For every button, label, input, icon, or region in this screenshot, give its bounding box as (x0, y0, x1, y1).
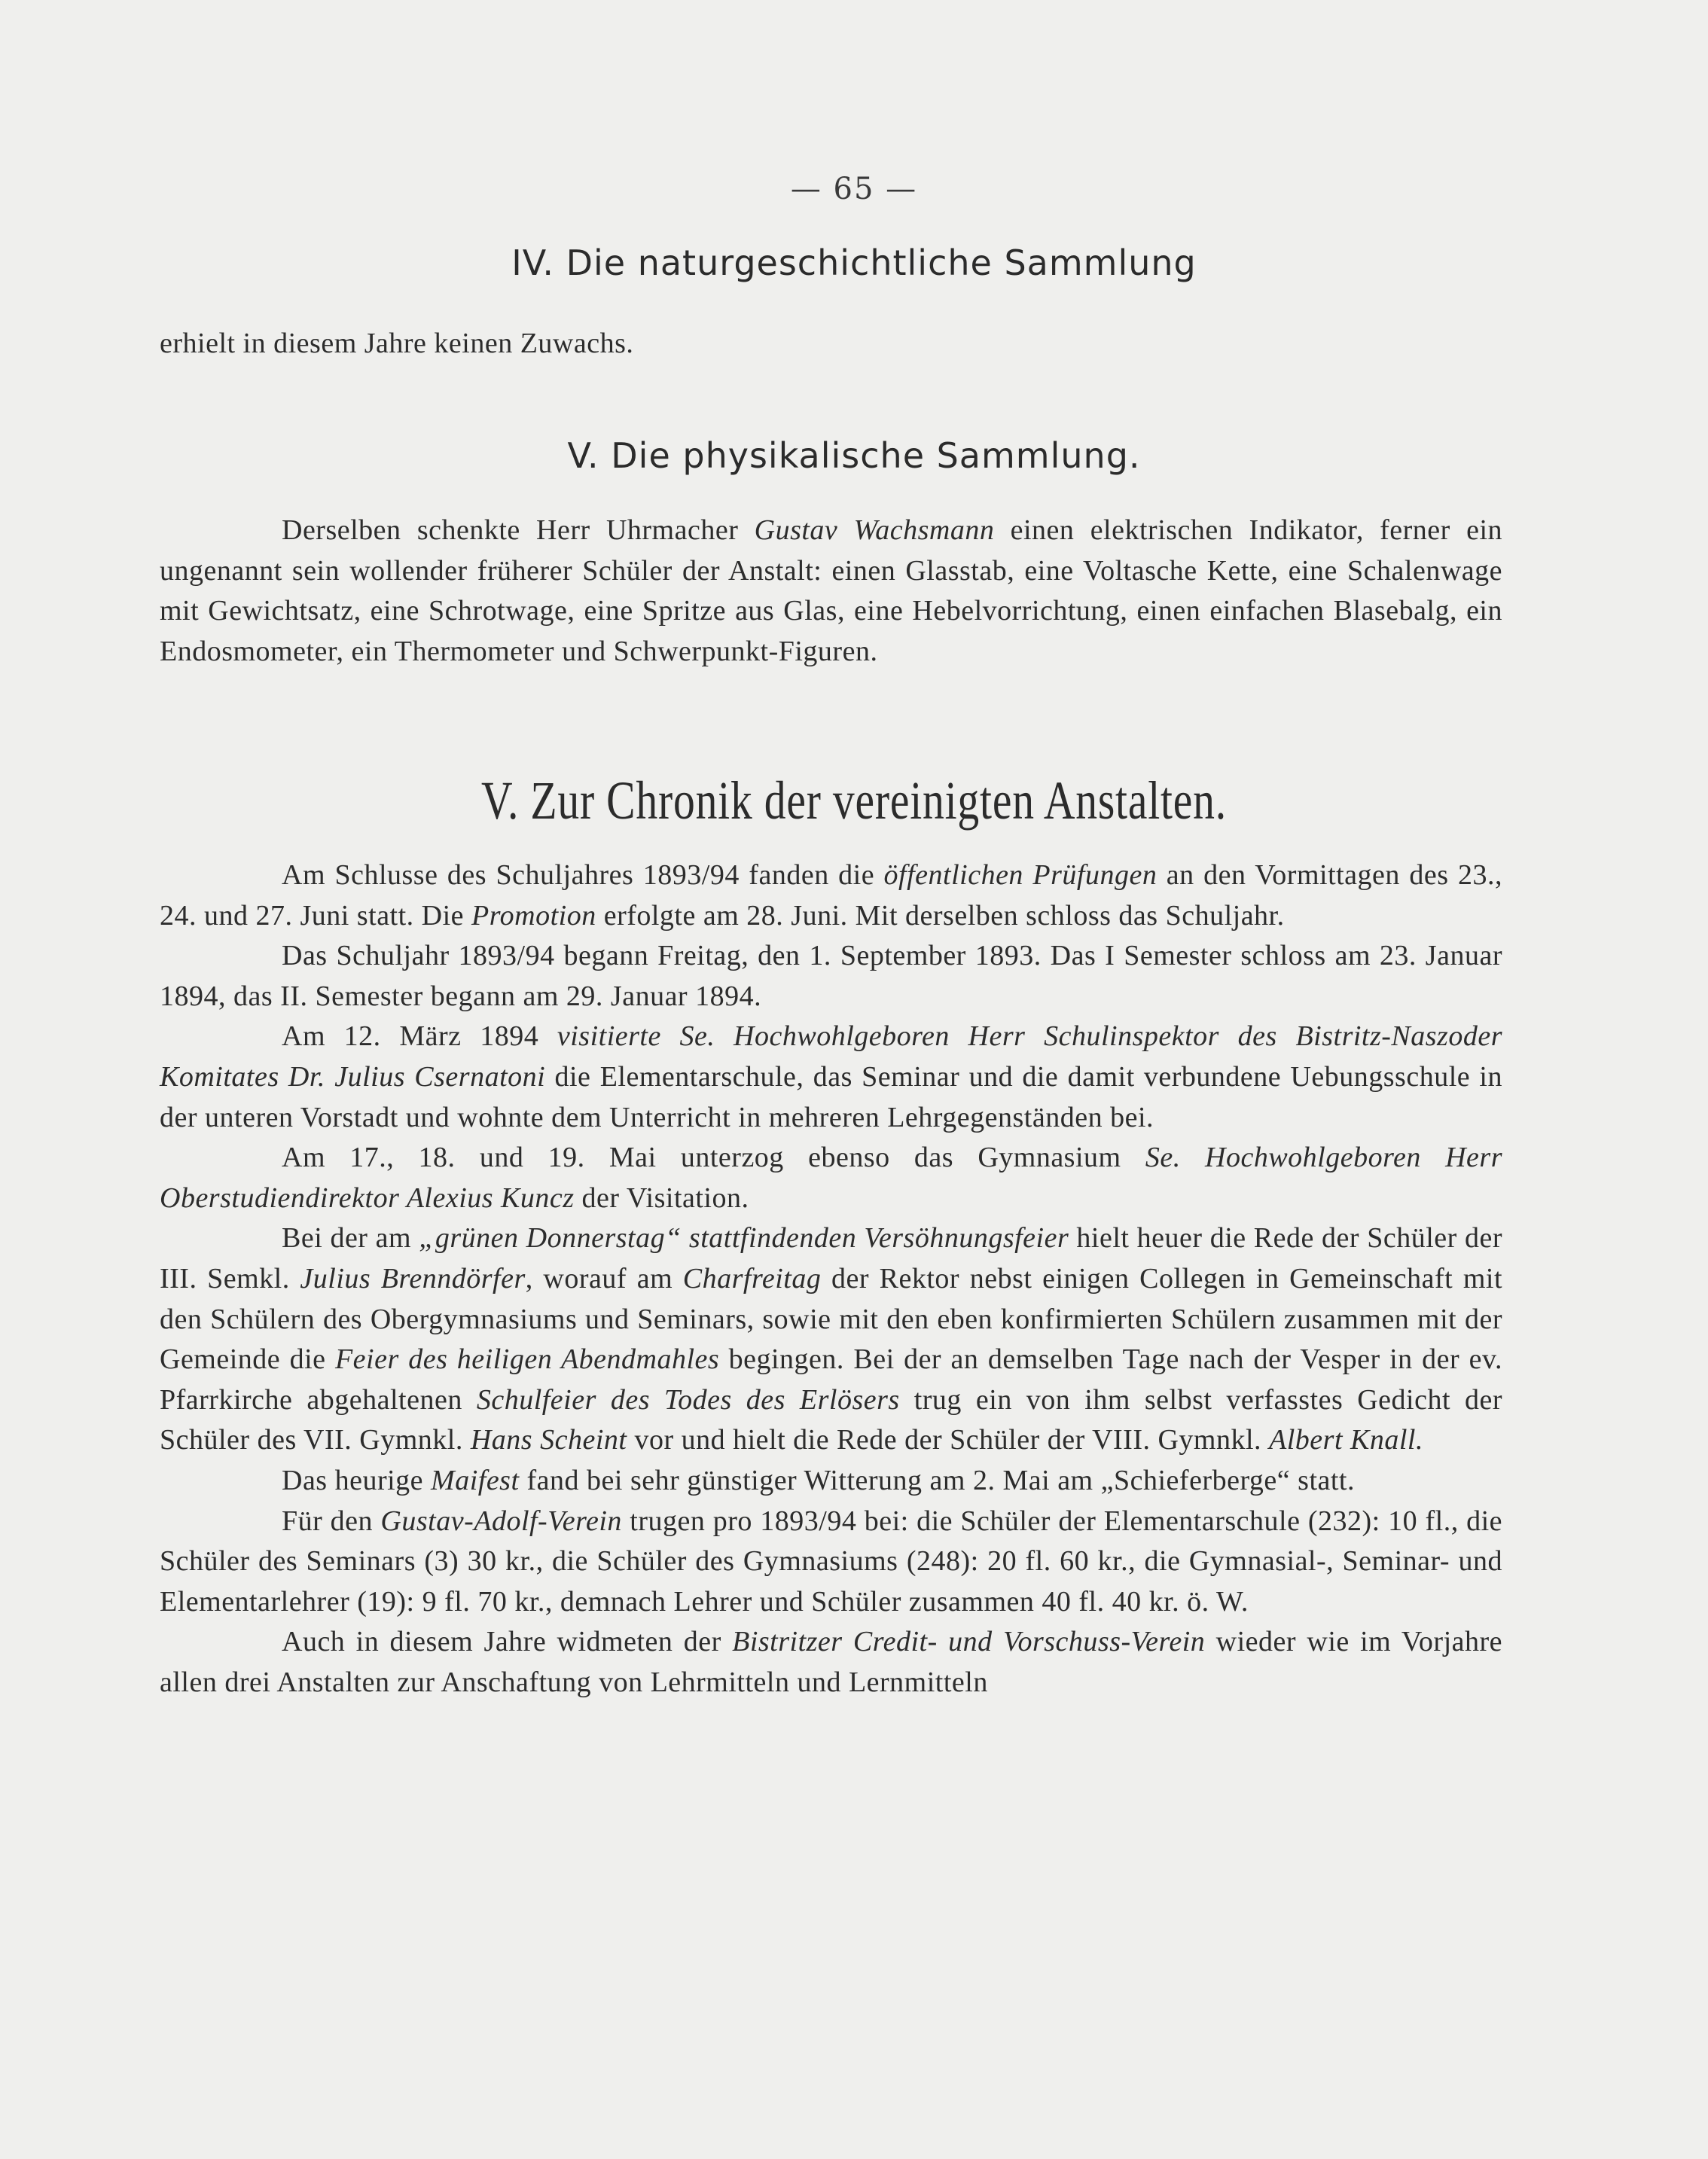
section-heading-v: V. Die physikalische Sammlung. (567, 435, 1141, 476)
chronik-paragraph-5: Bei der am „grünen Donnerstag“ stattfindenden Versöhnungsfeier hielt heuer die Rede der Schüler der III. Semkl. Julius Brenndörfer, worauf am Charfreitag der Rektor nebst einigen Collegen in Gemeinschaft mit den Schülern des Obergymnasiums und Seminars, sowie mit den eben konfirmierten Schülern zusammen mit der Gemeinde die Feier des heiligen Abendmahles begingen. Bei der an demselben Tage nach der Vesper in der ev. Pfarrkirche abgehaltenen Schulfeier des Todes des Erlösers trug ein von ihm selbst verfasstes Gedicht der Schüler des VII. Gymnkl. Hans Scheint vor und hielt die Rede der Schüler der VIII. Gymnkl. Albert Knall. (160, 1222, 1503, 1456)
chronik-paragraph-3: Am 12. März 1894 visitierte Se. Hochwohlgeboren Herr Schulinspektor des Bistritz-Naszoder Komitates Dr. Julius Csernatoni die Elementarschule, das Seminar und die damit verbundene Uebungsschule in der unteren Vorstadt und wohnte dem Unterricht in mehreren Lehrgegenständen bei. (160, 1020, 1502, 1133)
section-iv-body (160, 324, 1502, 364)
section-v-paragraph: Derselben schenkte Herr Uhrmacher Gustav Wachsmann einen elektrischen Indikator, ferner ein ungenannt sein wollender früherer Schüler der Anstalt: einen Glasstab, eine Voltasche Kette, eine Schalenwage mit Gewichtsatz, eine Schrotwage, eine Spritze aus Glas, eine Hebelvorrichtung, einen einfachen Blasebalg, ein Endosmometer, ein Thermometer und Schwerpunkt-Figuren. (160, 514, 1503, 667)
chronik-paragraph-4: Am 17., 18. und 19. Mai unterzog ebenso das Gymnasium Se. Hochwohlgeboren Herr Oberstudiendirektor Alexius Kuncz der Visitation. (160, 1142, 1503, 1214)
chronik-paragraph-2: Das Schuljahr 1893/94 begann Freitag, den 1. September 1893. Das I Semester schloss am 23. Januar 1894, das II. Semester begann am 29. Januar 1894. (160, 940, 1502, 1012)
page-number: — 65 — (790, 172, 918, 206)
chronik-paragraph-1: Am Schlusse des Schuljahres 1893/94 fanden die öffentlichen Prüfungen an den Vormittagen des 23., 24. und 27. Juni statt. Die Promotion erfolgte am 28. Juni. Mit derselben schloss das Schuljahr. (160, 859, 1502, 932)
chronik-paragraph-6: Das heurige Maifest fand bei sehr günstiger Witterung am 2. Mai am „Schieferberge“ statt. (282, 1464, 1355, 1496)
section-heading-iv: IV. Die naturgeschichtliche Sammlung (511, 242, 1197, 283)
chronik-body (160, 855, 1502, 1703)
chronik-paragraph-8: Auch in diesem Jahre widmeten der Bistritzer Credit- und Vorschuss-Verein wieder wie im Vorjahre allen drei Anstalten zur Anschaftung von Lehrmitteln und Lernmitteln (160, 1626, 1503, 1698)
chronik-paragraph-7: Für den Gustav-Adolf-Verein trugen pro 1893/94 bei: die Schüler der Elementarschule (232): 10 fl., die Schüler des Seminars (3) 30 kr., die Schüler des Gymnasiums (248): 20 fl. 60 kr., die Gymnasial-, Seminar- und Elementarlehrer (19): 9 fl. 70 kr., demnach Lehrer und Schüler zusammen 40 fl. 40 kr. ö. W. (160, 1505, 1502, 1618)
section-v-body (160, 511, 1502, 672)
chronik-heading: V. Zur Chronik der vereinigten Anstalten. (481, 770, 1227, 831)
section-iv-paragraph: erhielt in diesem Jahre keinen Zuwachs. (160, 328, 634, 359)
